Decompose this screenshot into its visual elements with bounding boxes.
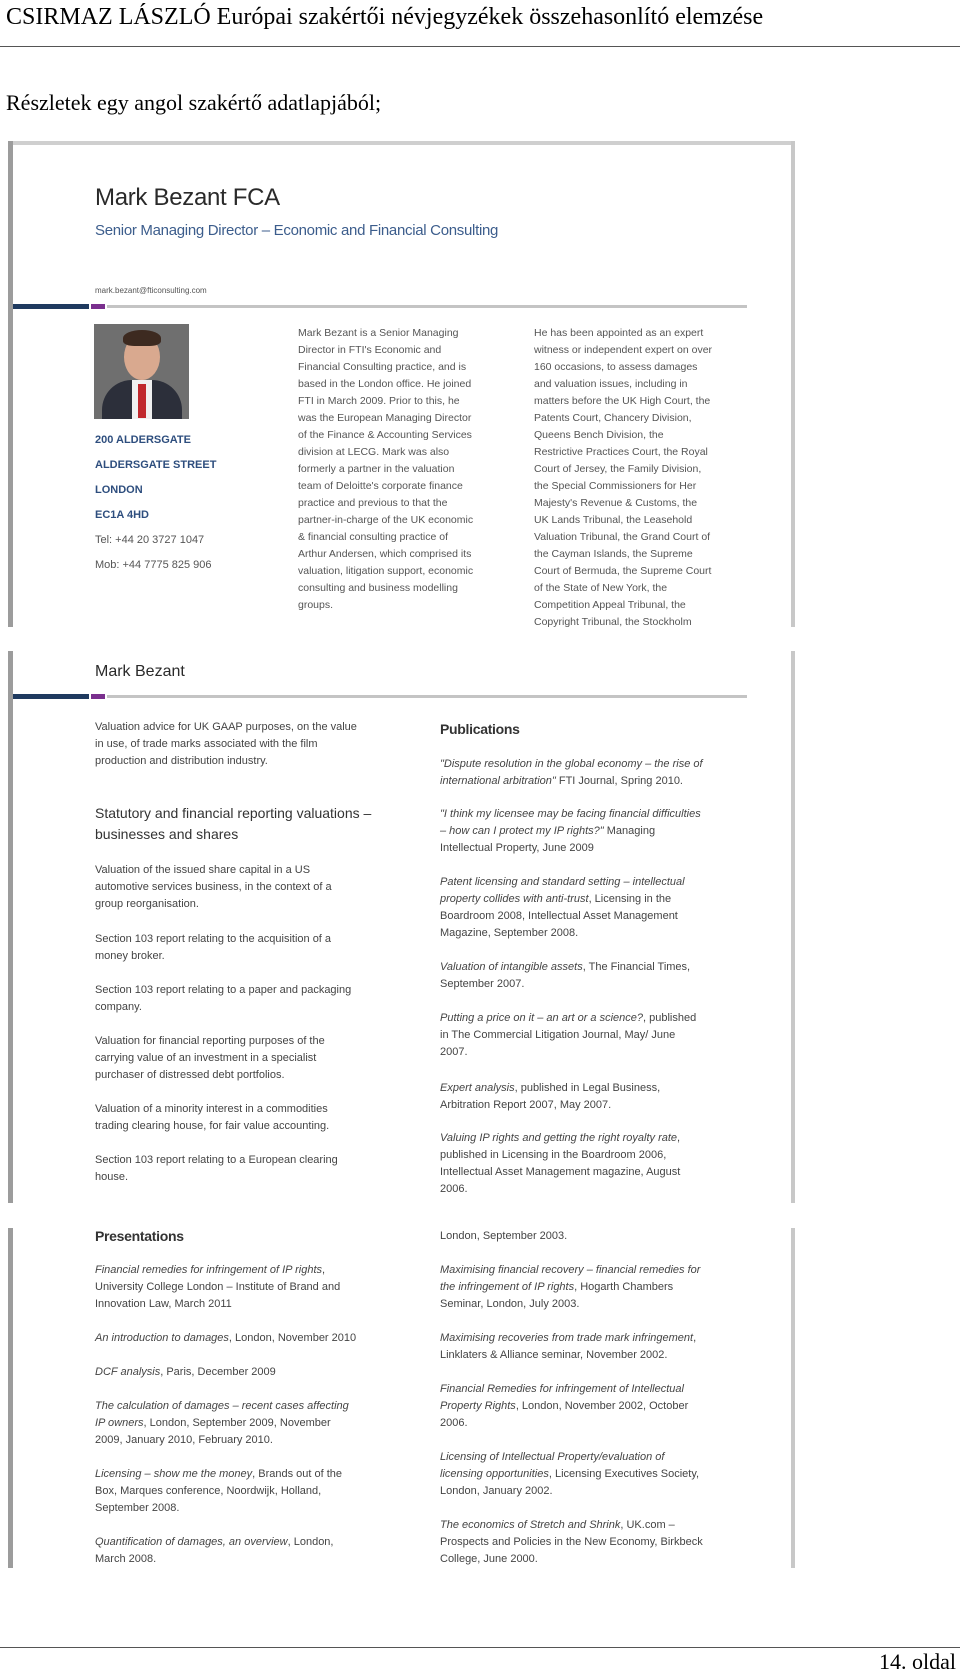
telephone: Tel: +44 20 3727 1047 [95, 534, 205, 546]
scan-edge [791, 1228, 795, 1568]
page-number: 14. oldal [879, 1649, 956, 1674]
presentation-item: Licensing of Intellectual Property/evaluation of licensing opportunities, Licensing Executives Society, London, January 2002. [440, 1451, 700, 1497]
valuation-intro: Valuation advice for UK GAAP purposes, on the value in use, of trade marks associated with the film production and distribution industry. [95, 721, 357, 767]
scan-edge [791, 651, 795, 1203]
accent-bar-purple [91, 304, 105, 309]
publication-item: "Dispute resolution in the global economy – the rise of international arbitration" FTI Journal, Spring 2010. [440, 758, 703, 787]
accent-bar-navy [13, 304, 89, 309]
presentation-item: Financial remedies for infringement of IP rights, University College London – Institute of Brand and Innovation Law, March 2011 [95, 1264, 341, 1310]
presentations-heading: Presentations [95, 1228, 184, 1244]
cv-scan-page-2 [8, 651, 795, 1203]
publication-item: Valuing IP rights and getting the right royalty rate, published in Licensing in the Boardroom 2006, Intellectual Asset Management magazine, August 2006. [440, 1132, 681, 1195]
cv-name: Mark Bezant [95, 663, 185, 680]
document-header-title: CSIRMAZ LÁSZLÓ Európai szakértői névjegyzékek összehasonlító elemzése [6, 4, 764, 30]
cv-scan-page-1 [8, 141, 795, 627]
presentation-item: DCF analysis, Paris, December 2009 [95, 1366, 276, 1378]
publication-item: "I think my licensee may be facing financial difficulties – how can I protect my IP rights?" Managing Intellectual Property, June 2009 [440, 808, 701, 854]
address-line: LONDON [95, 484, 143, 496]
section-heading: Statutory and financial reporting valuations – businesses and shares [95, 805, 372, 842]
presentation-item: The calculation of damages – recent cases affecting IP owners, London, September 2009, November 2009, January 2010, February 2010. [95, 1400, 349, 1446]
address-line: 200 ALDERSGATE [95, 434, 191, 446]
intro-text: Részletek egy angol szakértő adatlapjából; [6, 90, 382, 115]
bio-column-1: Mark Bezant is a Senior Managing Director in FTI's Economic and Financial Consulting practice, and is based in the London office. He joined FTI in March 2009. Prior to this, he was the European Managing Director of the Finance & Accounting Services division at LECG. Mark was also formerly a partner in the valuation team of Deloitte's corporate finance practice and previous to that the partner-in-charge of the UK economic & financial consulting practice of Arthur Andersen, which comprised its valuation, litigation support, economic consulting and business modelling groups. [298, 327, 474, 611]
footer-divider [0, 1647, 960, 1648]
list-item: Valuation for financial reporting purposes of the carrying value of an investment in a specialist purchaser of distressed debt portfolios. [95, 1035, 325, 1081]
accent-bar-purple [91, 694, 105, 699]
publication-item: Expert analysis, published in Legal Business, Arbitration Report 2007, May 2007. [440, 1082, 661, 1111]
presentation-item: The economics of Stretch and Shrink, UK.com – Prospects and Policies in the New Economy, Birkbeck College, June 2000. [440, 1519, 703, 1565]
presentation-item: Licensing – show me the money, Brands out of the Box, Marques conference, Noordwijk, Holland, September 2008. [95, 1468, 343, 1514]
address-line: EC1A 4HD [95, 509, 149, 521]
scan-edge [791, 141, 795, 627]
cv-email: mark.bezant@fticonsulting.com [95, 286, 207, 295]
presentation-item: Maximising recoveries from trade mark infringement, Linklaters & Alliance seminar, November 2002. [440, 1332, 697, 1361]
address-line: ALDERSGATE STREET [95, 459, 217, 471]
list-item: Section 103 report relating to a European clearing house. [95, 1154, 338, 1183]
scan-edge [8, 141, 13, 627]
cv-scan-page-3 [8, 1228, 795, 1568]
presentation-item: Quantification of damages, an overview, London, March 2008. [95, 1536, 334, 1565]
mobile: Mob: +44 7775 825 906 [95, 559, 212, 571]
publication-item: Putting a price on it – an art or a science?, published in The Commercial Litigation Journal, May/ June 2007. [440, 1012, 697, 1058]
scan-edge [8, 1228, 13, 1568]
presentation-item: Financial Remedies for infringement of Intellectual Property Rights, London, November 2002, October 2006. [440, 1383, 689, 1429]
accent-bar-navy [13, 694, 89, 699]
divider-bar [107, 305, 747, 308]
cv-name: Mark Bezant FCA [95, 184, 280, 211]
publication-item: Valuation of intangible assets, The Financial Times, September 2007. [440, 961, 691, 990]
bio-column-2: He has been appointed as an expert witness or independent expert on over 160 occasions, to assess damages and valuation issues, including in matters before the UK High Court, the Patents Court, Chancery Division, Queens Bench Division, the Restrictive Practices Court, the Royal Court of Jersey, the Family Division, the Special Commissioners for Her Majesty's Revenue & Customs, the UK Lands Tribunal, the Leasehold Valuation Tribunal, the Grand Court of the Cayman Islands, the Supreme Court of Bermuda, the Supreme Court of the State of New York, the Competition Appeal Tribunal, the Copyright Tribunal, the Stockholm [534, 327, 713, 627]
header-divider [0, 46, 960, 47]
list-item: Valuation of a minority interest in a commodities trading clearing house, for fair value accounting. [95, 1103, 330, 1132]
publications-heading: Publications [440, 721, 520, 737]
presentation-item: Maximising financial recovery – financial remedies for the infringement of IP rights, Hogarth Chambers Seminar, London, July 2003. [440, 1264, 701, 1310]
list-item: Section 103 report relating to a paper and packaging company. [95, 984, 352, 1013]
portrait-photo [94, 324, 189, 419]
list-item: Section 103 report relating to the acquisition of a money broker. [95, 933, 332, 962]
divider-bar [107, 695, 747, 698]
cv-subtitle: Senior Managing Director – Economic and Financial Consulting [95, 222, 499, 239]
scan-edge [8, 141, 795, 145]
list-item: Valuation of the issued share capital in a US automotive services business, in the context of a group reorganisation. [95, 864, 332, 910]
scan-edge [8, 651, 13, 1203]
publication-item: Patent licensing and standard setting – intellectual property collides with anti-trust, Licensing in the Boardroom 2008, Intellectual Asset Management Magazine, September 2008. [440, 876, 685, 939]
presentation-item: An introduction to damages, London, November 2010 [95, 1332, 357, 1344]
presentation-item: London, September 2003. [440, 1230, 568, 1242]
